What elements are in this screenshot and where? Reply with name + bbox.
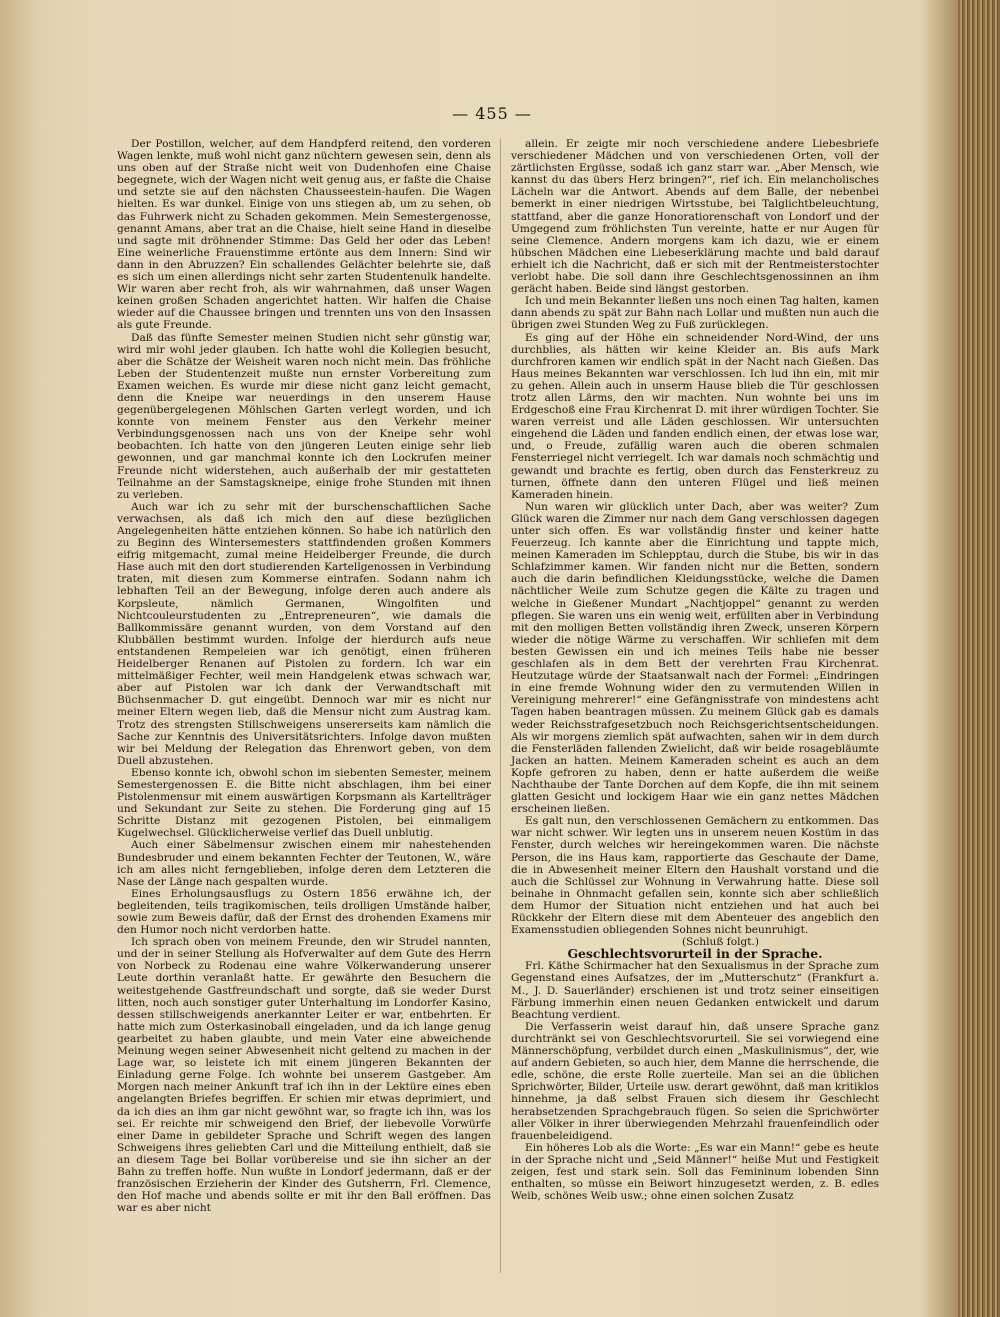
book-page-edges xyxy=(958,0,1000,1317)
paragraph: Frl. Käthe Schirmacher hat den Sexualismus in der Sprache zum Gegenstand eines Aufsatzes, der im „Mutterschutz“ (Frankfurt a. M., J. D. Sauerländer) erschienen ist und trotz seiner einseitigen Färbung immerhin einen neuen Gedanken entwickelt und darum Beachtung verdient. xyxy=(511,960,879,1021)
paragraph: Eines Erholungsausflugs zu Ostern 1856 erwähne ich, der begleitenden, teils tragikomischen, teils drolligen Umstände halber, sowie zum Beweis dafür, daß der Ernst des drohenden Examens mir den Humor noch nicht verdorben hatte. xyxy=(117,887,491,937)
paragraph: Es galt nun, den verschlossenen Gemächern zu entkommen. Das war nicht schwer. Wir legten uns in unserem neuen Kostüm in das Fenster, durch welches wir hereingekommen waren. Die nächste Person, die ins Haus kam, rapportierte das Geschaute der Dame, die in Abwesenheit meiner Eltern den Haushalt vorstand und die auch die Schlüssel zur Wohnung in Verwahrung hatte. Diese soll beinahe in Ohnmacht gefallen sein, konnte sich aber schließlich dem Humor der Situation nicht entziehen und hat auch bei Rückkehr der Eltern diese mit dem Abenteuer des angeblich den Examensstudien obliegenden Sohnes nicht beunruhigt. xyxy=(511,815,879,937)
paragraph: Auch war ich zu sehr mit der burschenschaftlichen Sache verwachsen, als daß ich mich den auf diese bezüglichen Angelegenheiten hätte entziehen können. So habe ich natürlich den zu Beginn des Wintersemesters stattfindenden großen Kommers eifrig mitgemacht, zumal meine Heidelberger Freunde, die durch Hase auch mit den dort studierenden Kartellgenossen in Verbindung traten, mit diesen zum Kommerse eintrafen. Sodann nahm ich lebhaften Teil an der Bewegung, infolge deren auch andere als Korpsleute, nämlich Germanen, Wingolfiten und Nichtcouleurstudenten zu „Entrepreneuren“, wie damals die Ballkommissäre genannt wurden, von dem Vorstand auf den Klubbällen bestimmt wurden. Infolge der hierdurch aufs neue entstandenen Rempeleien war ich genötigt, einen früheren Heidelberger Renanen auf Pistolen zu fordern. Ich war ein mittelmäßiger Fechter, weil mein Handgelenk etwas schwach war, aber auf Pistolen war ich dank der Verwandtschaft mit Büchsenmacher D. gut eingeübt. Dennoch war mir es nicht nur meiner Eltern wegen lieb, daß die Mensur nicht zum Austrag kam. Trotz des strengsten Stillschweigens unsererseits kam nämlich die Sache zur Kenntnis des Universitätsrichters. Infolge davon mußten wir bei Meldung der Relegation das Ehrenwort geben, von dem Duell abzustehen. xyxy=(117,500,491,767)
paragraph: Ein höheres Lob als die Worte: „Es war ein Mann!“ gebe es heute in der Sprache nicht und „Seid Männer!“ heiße Mut und Festigkeit zeigen, fest und stark sein. Soll das Femininum lobenden Sinn enthalten, so müsse ein Beiwort hinzugesetzt werden, z. B. edles Weib, schönes Weib usw.; ohne einen solchen Zusatz xyxy=(511,1141,879,1203)
article-headline: Geschlechtsvorurteil in der Sprache. xyxy=(567,946,823,962)
right-column xyxy=(511,138,879,1202)
paragraph: Ebenso konnte ich, obwohl schon im siebenten Semester, meinem Semestergenossen E. die Bitte nicht abschlagen, ihm bei einer Pistolenmensur mit einem auswärtigen Korpsmann als Kartellträger und Sekundant zur Seite zu stehen. Die Forderung ging auf 15 Schritte Distanz mit gezogenen Pistolen, bei einmaligem Kugelwechsel. Glücklicherweise verlief das Duell unblutig. xyxy=(117,766,491,840)
paragraph: Der Postillon, welcher, auf dem Handpferd reitend, den vorderen Wagen lenkte, muß wohl nicht ganz nüchtern gewesen sein, denn als uns oben auf der Straße nicht weit von Dudenhofen eine Chaise begegnete, wich der Wagen nicht weit genug aus, er faßte die Chaise und setzte sie auf den nächsten Chausseestein-haufen. Die Wagen hielten. Es war dunkel. Einige von uns stiegen ab, um zu sehen, ob das Fuhrwerk nicht zu Schaden gekommen. Mein Semestergenosse, genannt Amans, aber trat an die Chaise, hielt seine Hand in dieselbe und sagte mit dröhnender Stimme: Das Geld her oder das Leben! Eine weinerliche Frauenstimme ertönte aus dem Innern: Sind wir dann in den Abruzzen? Ein schallendes Gelächter belehrte sie, daß es sich um einen allerdings nicht sehr zarten Studentenulk handelte. Wir waren aber recht froh, als wir wahrnahmen, daß unser Wagen keinen großen Schaden angerichtet hatten. Wir halfen die Chaise wieder auf die Chaussee bringen und trennten uns von den Insassen als gute Freunde. xyxy=(117,138,491,332)
continuation-note: (Schluß folgt.) xyxy=(681,936,759,949)
left-column xyxy=(117,138,491,1214)
paragraph: Die Verfasserin weist darauf hin, daß unsere Sprache ganz durchtränkt sei von Geschlechtsvorurteil. Sie sei vorwiegend eine Männerschöpfung, verbildet durch einen „Maskulinismus“, der, wie auf andern Gebieten, so auch hier, dem Manne die herrschende, die edle, schöne, die erste Rolle zuerteile. Man sei an die üblichen Sprichwörter, Bilder, Urteile usw. derart gewöhnt, daß man kritiklos hinnehme, ja daß selbst Frauen sich diesem ihr Geschlecht herabsetzenden Sprachgebrauch fügen. So seien die Sprichwörter aller Völker in ihrer überwiegenden Mehrzahl frauenfeindlich oder frauenbeleidigend. xyxy=(511,1020,879,1142)
paragraph: allein. Er zeigte mir noch verschiedene andere Liebesbriefe verschiedener Mädchen und von verschiedenen Orten, voll der zärtlichsten Ergüsse, sodaß ich ganz starr war. „Aber Mensch, wie kannst du das übers Herz bringen?“, rief ich. Ein melancholisches Lächeln war die Antwort. Abends auf dem Balle, der nebenbei bemerkt in einer niedrigen Wirtsstube, bei Talglichtbeleuchtung, stattfand, aber die ganze Honoratiorenschaft von Londorf und der Umgegend zum fröhlichsten Tun vereinte, hatte er nur Augen für seine Clemence. Andern morgens kam ich dazu, wie er einem hübschen Mädchen eine Liebeserklärung machte und bald darauf erhielt ich die Nachricht, daß er sich mit der Rentmeisterstochter verlobt habe. Die soll dann ihre Geschlechtsgenossinnen an ihm gerächt haben. Beide sind längst gestorben. xyxy=(511,138,879,296)
page-number: — 455 — xyxy=(452,104,532,123)
paragraph: Ich sprach oben von meinem Freunde, den wir Strudel nannten, und der in seiner Stellung als Hofverwalter auf dem Gute des Herrn von Norbeck zu Rodenau eine wahre Völkerwanderung unserer Leute dorthin veranlaßt hatte. Er gewährte den Besuchern die weitestgehende Gastfreundschaft und sorgte, daß sie weder Durst litten, noch auch sonstiger guter Unterhaltung im Londorfer Kasino, dessen stillschweigends anerkannter Leiter er war, entbehrten. Er hatte mich zum Osterkasinoball eingeladen, und da ich lange genug gearbeitet zu haben glaubte, und mein Vater eine abweichende Meinung wegen seiner Abwesenheit nicht geltend zu machen in der Lage war, so leistete ich mit einem jüngeren Bekannten der Einladung gerne Folge. Ich wohnte bei unserem Gastgeber. Am Morgen nach meiner Ankunft traf ich ihn in der Lektüre eines eben angelangten Briefes begriffen. Er schien mir etwas deprimiert, und da ich dies an ihm gar nicht gewöhnt war, so fragte ich ihn, was los sei. Er reichte mir schweigend den Brief, der liebevolle Vorwürfe einer Dame in gebildeter Sprache und Schrift wegen des langen Schweigens ihres geliebten Carl und die Mitteilung enthielt, daß sie an diesem Tage bei Bollar vorübereise und sie ihn sicher an der Bahn zu treffen hoffe. Nun wußte in Londorf jedermann, daß er der französischen Erzieherin der Kinder des Gutsherrn, Frl. Clemence, den Hof mache und abends sollte er mit ihr den Ball eröffnen. Das war es aber nicht xyxy=(117,936,491,1215)
paragraph: Nun waren wir glücklich unter Dach, aber was weiter? Zum Glück waren die Zimmer nur nach dem Gang verschlossen dagegen unter sich offen. Es war vollständig finster und keiner hatte Feuerzeug. Ich kannte aber die Einrichtung und tappte mich, meinen Kameraden im Schlepptau, durch die Stube, bis wir in das Schlafzimmer kamen. Wir fanden nicht nur die Betten, sondern auch die darin befindlichen Kleidungsstücke, welche die Damen nächtlicher Weile zum Schutze gegen die Kälte zu tragen und welche in Gießener Mundart „Nachtjoppel“ genannt zu werden pflegen. Sie waren uns ein wenig weit, erfüllten aber in Verbindung mit den molligen Betten vollständig ihren Zweck, unseren Körpern wieder die nötige Wärme zu verschaffen. Wir schliefen mit dem besten Gewissen ein und ich meines Teils habe nie besser geschlafen als in dem Bett der verehrten Frau Kirchenrat. Heutzutage würde der Staatsanwalt nach der Formel: „Eindringen in eine fremde Wohnung wider den zu vermutenden Willen in Vereinigung mehrerer!“ eine Gefängnisstrafe von mindestens acht Tagen haben beantragen müssen. Zu meinem Glück gab es damals weder Reichsstrafgesetzbuch noch Reichsgerichtsentscheidungen. Als wir morgens ziemlich spät aufwachten, sahen wir in dem durch die Fensterläden fallenden Zwielicht, daß wir beide rosagebläumte Jacken an hatten. Meinem Kameraden scheint es auch an dem Kopfe gefroren zu haben, denn er hatte außerdem die weiße Nachthaube der Tante Dorchen auf dem Kopfe, die ihn mit seinem glatten Gesicht und lockigem Haar wie ein ganz nettes Mädchen erscheinen ließen. xyxy=(511,500,879,816)
paragraph: Ich und mein Bekannter ließen uns noch einen Tag halten, kamen dann abends zu spät zur Bahn nach Lollar und mußten nun auch die übrigen zwei Stunden Weg zu Fuß zurücklegen. xyxy=(511,295,879,332)
column-divider xyxy=(500,138,501,1273)
paragraph: Auch einer Säbelmensur zwischen einem mir nahestehenden Bundesbruder und einem bekannten Fechter der Teutonen, W., wäre ich am alles nicht ferngeblieben, infolge deren dem Letzteren die Nase der Länge nach gespalten wurde. xyxy=(117,839,491,888)
paragraph: Daß das fünfte Semester meinen Studien nicht sehr günstig war, wird mir wohl jeder glauben. Ich hatte wohl die Kollegien besucht, aber die Schätze der Weisheit waren noch nicht mein. Das fröhliche Leben der Studentenzeit mußte nun ernster Vorbereitung zum Examen weichen. Es wurde mir diese nicht ganz leicht gemacht, denn die Kneipe war neuerdings in den unserem Hause gegenübergelegenen Möhlschen Garten verlegt worden, und ich konnte von meinem Fenster aus den Verkehr meiner Verbindungsgenossen nach uns von der Kneipe sehr wohl beobachten. Ich hatte von den jüngeren Leuten einige sehr lieb gewonnen, und gar manchmal konnte ich den Lockrufen meiner Freunde nicht widerstehen, auch außerhalb der mir gestatteten Teilnahme an der Samstagskneipe, einige frohe Stunden mit ihnen zu verleben. xyxy=(117,331,491,501)
paragraph: Es ging auf der Höhe ein schneidender Nord-Wind, der uns durchblies, als hätten wir keine Kleider an. Bis aufs Mark durchfroren kamen wir endlich spät in der Nacht nach Gießen. Das Haus meines Bekannten war verschlossen. Ich lud ihn ein, mit mir zu gehen. Allein auch in unserm Hause blieb die Tür geschlossen trotz allen Lärms, den wir machten. Nun wohnte bei uns im Erdgeschoß eine Frau Kirchenrat D. mit ihrer würdigen Tochter. Sie waren verreist und alle Läden geschlossen. Wir untersuchten eingehend die Läden und fanden endlich einen, der etwas lose war, und, o Freude, zufällig waren auch die oberen schmalen Fensterriegel nicht verriegelt. Ich war damals noch schmächtig und gewandt und brachte es fertig, oben durch das Fensterkreuz zu turnen, öffnete dann den unteren Flügel und ließ meinen Kameraden hinein. xyxy=(511,331,879,501)
